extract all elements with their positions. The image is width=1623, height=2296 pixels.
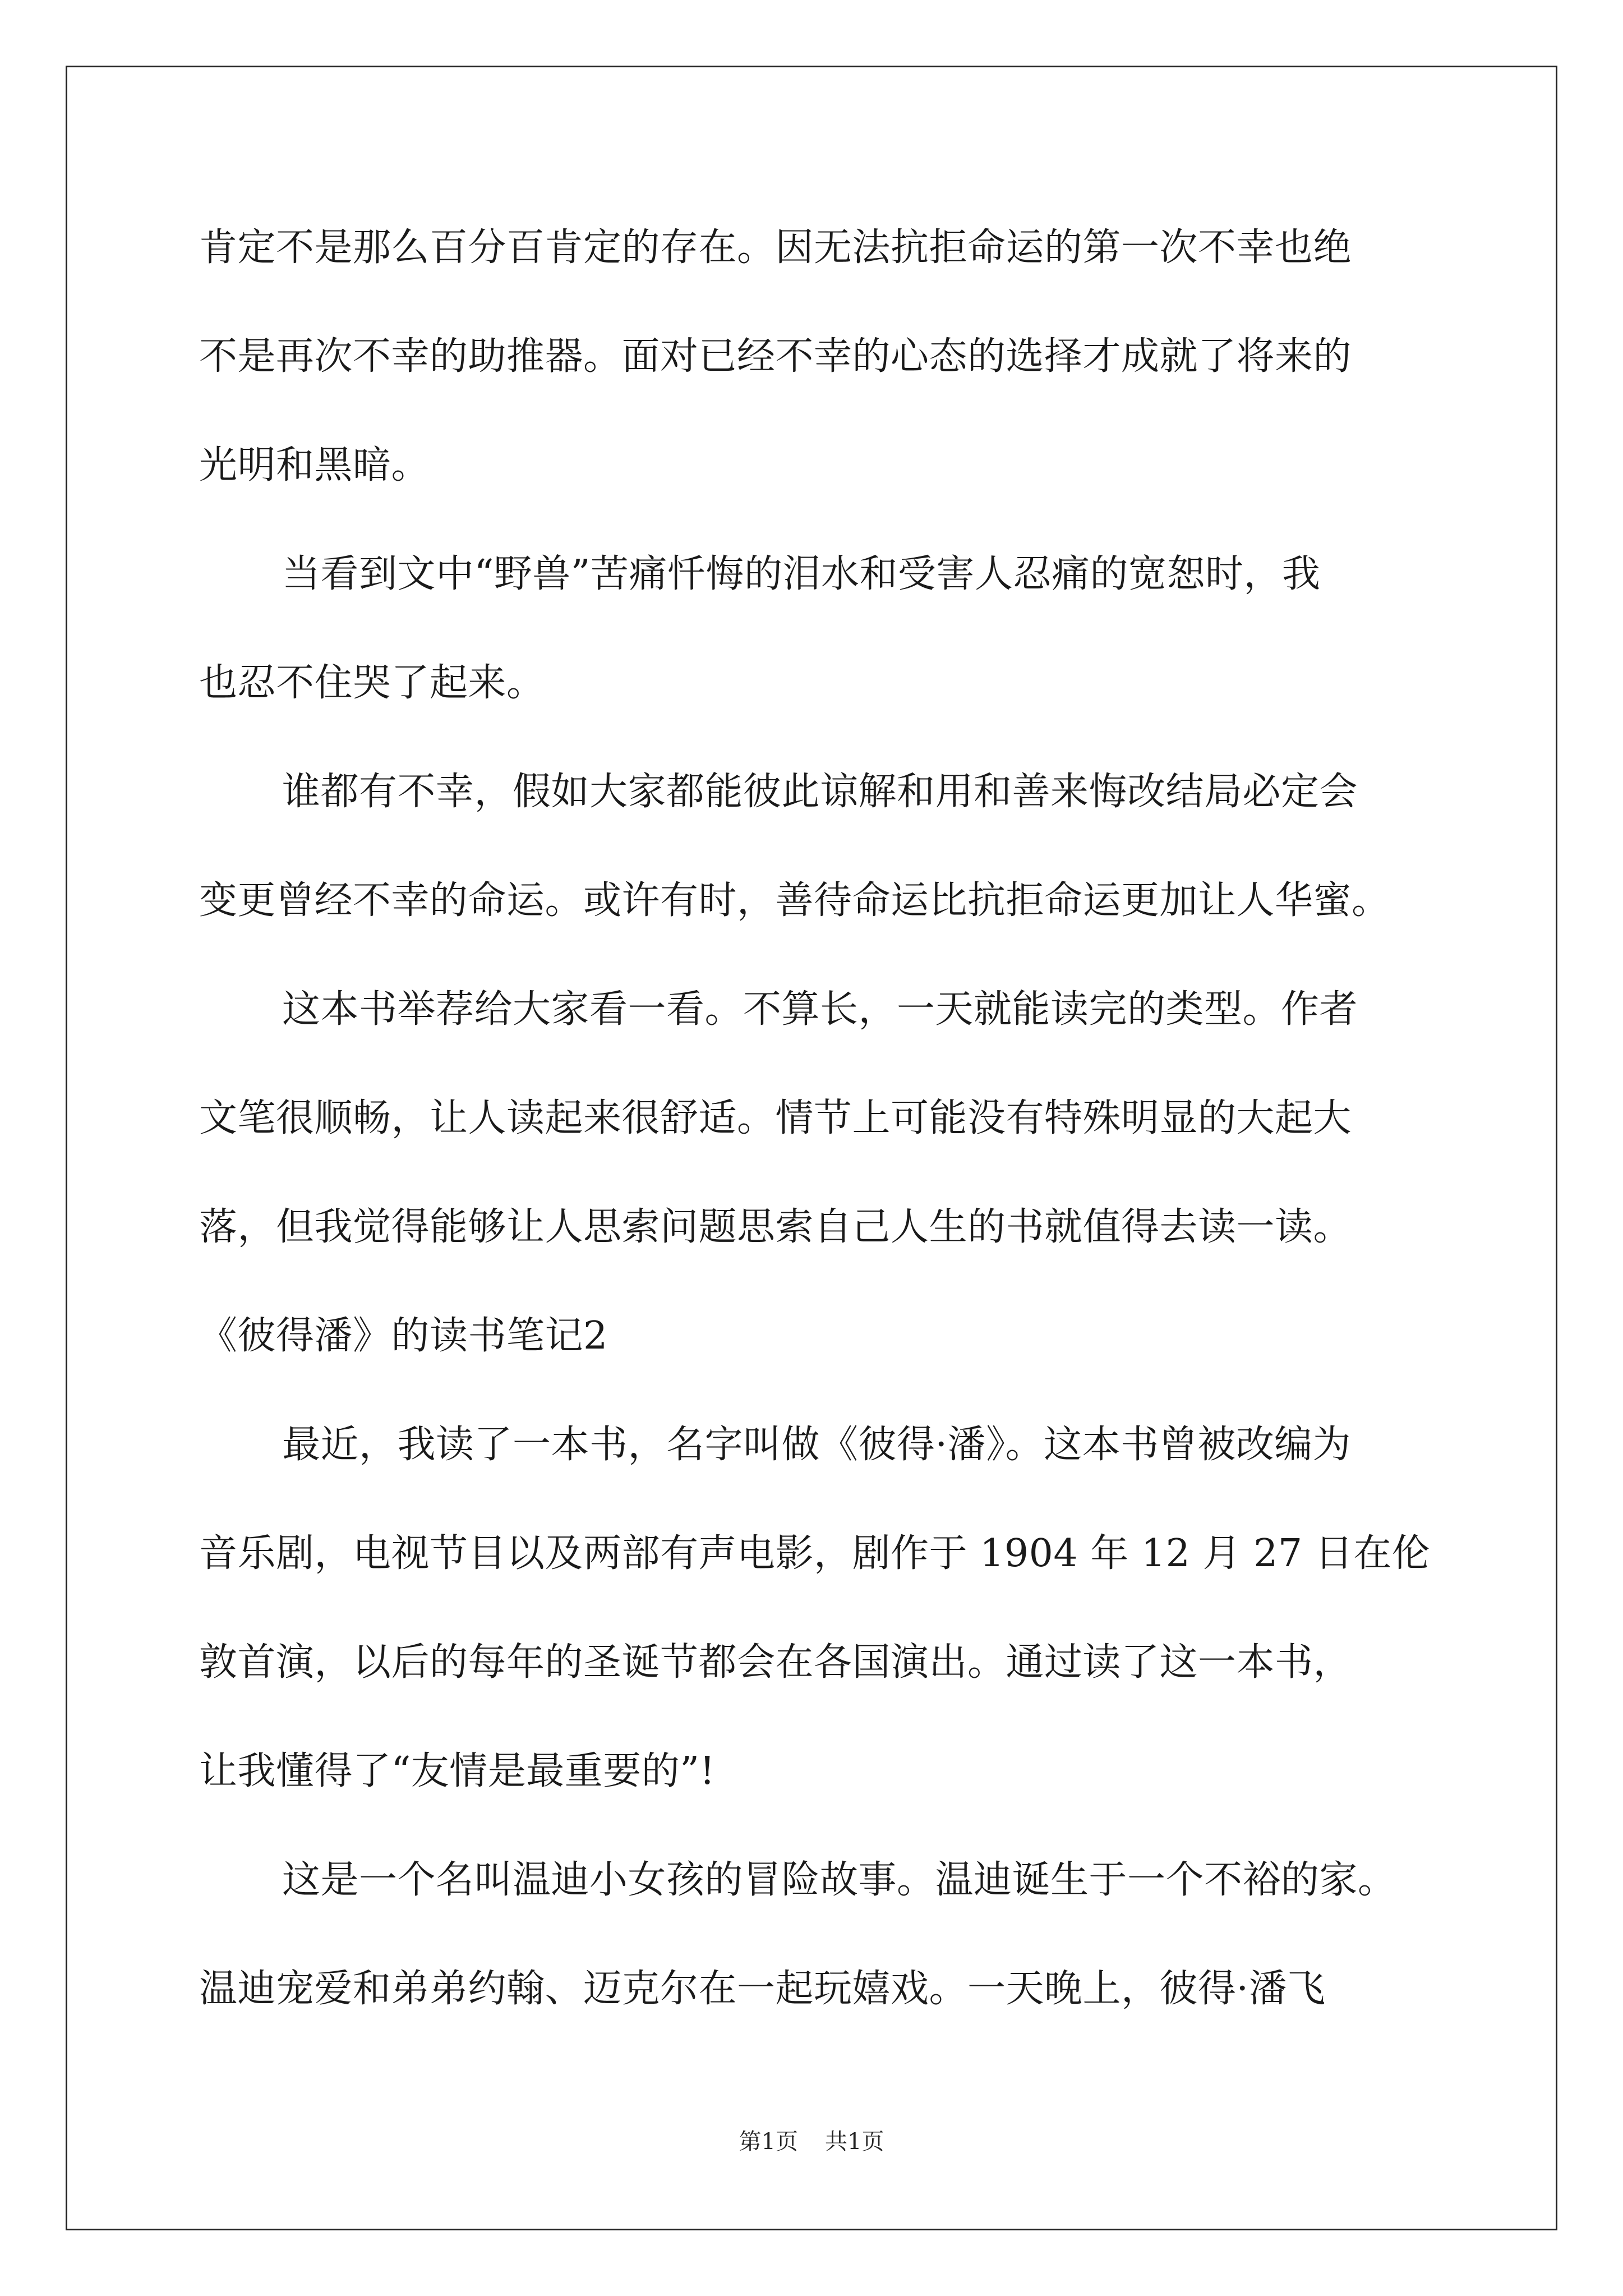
paragraph-start-line: 这是一个名叫温迪小女孩的冒险故事。温迪诞生于一个不裕的家。 <box>282 1858 1396 1902</box>
text-line: 音乐剧，电视节目以及两部有声电影，剧作于 1904 年 12 月 27 日在伦 <box>199 1531 1431 1576</box>
page-number: 第1页 <box>739 2129 798 2155</box>
text-line: 让我懂得了“友情是最重要的”! <box>199 1749 716 1793</box>
text-line: 光明和黑暗。 <box>199 443 430 487</box>
paragraph-start-line: 当看到文中“野兽”苦痛忏悔的泪水和受害人忍痛的宽恕时，我 <box>282 552 1321 596</box>
document-body <box>199 194 1450 2044</box>
text-line: 敦首演，以后的每年的圣诞节都会在各国演出。通过读了这一本书， <box>199 1640 1352 1685</box>
text-line: 温迪宠爱和弟弟约翰、迈克尔在一起玩嬉戏。一天晚上，彼得·潘飞 <box>199 1967 1326 2011</box>
paragraph-start-line: 这本书举荐给大家看一看。不算长，一天就能读完的类型。作者 <box>282 987 1358 1032</box>
text-line: 不是再次不幸的助推器。面对已经不幸的心态的选择才成就了将来的 <box>199 334 1352 379</box>
section-heading: 《彼得潘》的读书笔记2 <box>199 1314 608 1358</box>
paragraph-start-line: 最近，我读了一本书，名字叫做《彼得·潘》。这本书曾被改编为 <box>282 1423 1352 1467</box>
page-footer <box>0 2125 1623 2159</box>
text-line: 也忍不住哭了起来。 <box>199 661 545 705</box>
text-line: 落，但我觉得能够让人思索问题思索自己人生的书就值得去读一读。 <box>199 1205 1352 1249</box>
text-line: 变更曾经不幸的命运。或许有时，善待命运比抗拒命运更加让人华蜜。 <box>199 878 1390 923</box>
page-total: 共1页 <box>825 2129 884 2155</box>
paragraph-start-line: 谁都有不幸，假如大家都能彼此谅解和用和善来悔改结局必定会 <box>282 770 1358 814</box>
text-line: 肯定不是那么百分百肯定的存在。因无法抗拒命运的第一次不幸也绝 <box>199 226 1352 270</box>
text-line: 文笔很顺畅，让人读起来很舒适。情节上可能没有特殊明显的大起大 <box>199 1096 1352 1140</box>
